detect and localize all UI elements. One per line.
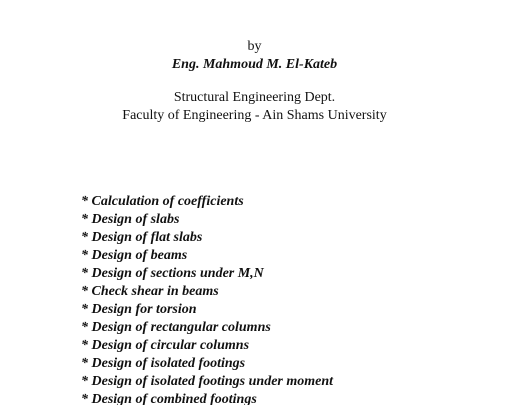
topic-item-design-of-isolated-footings: * Design of isolated footings xyxy=(81,356,246,371)
topic-item-check-shear-in-beams: * Check shear in beams xyxy=(81,284,219,299)
by-text: by xyxy=(247,39,262,54)
topic-list xyxy=(81,193,333,405)
topic-item-design-of-circular-columns: * Design of circular columns xyxy=(81,338,250,353)
author-name: Eng. Mahmoud M. El-Kateb xyxy=(171,57,338,72)
topic-item-design-of-sections-under-mn: * Design of sections under M,N xyxy=(81,266,264,281)
topic-item-design-of-flat-slabs: * Design of flat slabs xyxy=(81,230,203,245)
topic-item-design-of-combined-footings: * Design of combined footings xyxy=(81,392,257,405)
topic-item-calculation-of-coefficients: * Calculation of coefficients xyxy=(81,194,244,209)
topic-item-design-of-beams: * Design of beams xyxy=(81,248,188,263)
topic-item-design-for-torsion: * Design for torsion xyxy=(81,302,197,317)
topic-item-design-of-rectangular-columns: * Design of rectangular columns xyxy=(81,320,271,335)
department-name: Structural Engineering Dept. xyxy=(173,90,336,105)
faculty-name: Faculty of Engineering - Ain Shams University xyxy=(122,108,387,123)
topic-item-design-of-isolated-footings-under-moment: * Design of isolated footings under moment xyxy=(81,374,334,389)
topic-item-design-of-slabs: * Design of slabs xyxy=(81,212,180,227)
